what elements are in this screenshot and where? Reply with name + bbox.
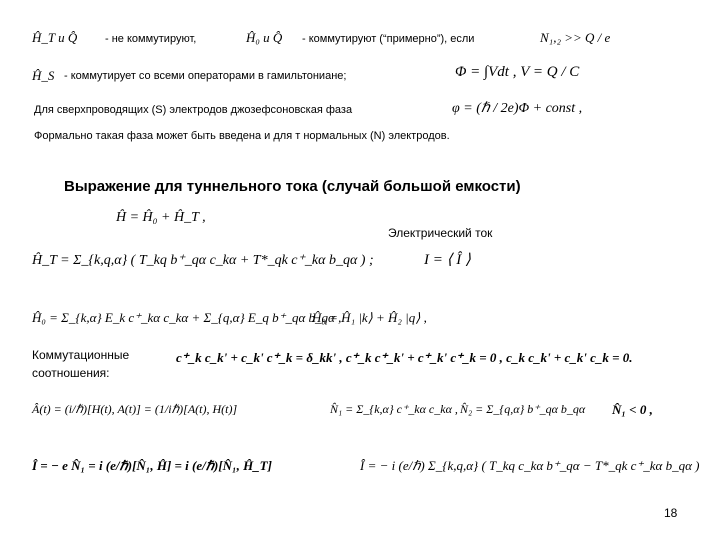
eq-i-final: Î = − i (e/ℏ) Σ_{k,q,α} ( T_kq c_kα b⁺_qα − T*_qk c⁺_kα b_qα ) [360, 458, 700, 473]
formula-hs: Ĥ_S [32, 68, 55, 83]
text-not-commute: - не коммутируют, [105, 33, 197, 45]
formula-n12: N₁,₂ >> Q / e [540, 30, 611, 45]
text-josephson-phase: Для сверхпроводящих (S) электродов джозефсоновская фаза [34, 104, 353, 116]
label-commutation-1: Коммутационные [32, 348, 130, 362]
formula-phase: φ = (ℏ / 2e)Φ + const , [452, 101, 583, 116]
eq-h0: Ĥ₀ = Σ_{k,α} E_k c⁺_kα c_kα + Σ_{q,α} E_q b⁺_qα b_qα , [32, 310, 342, 325]
page-number: 18 [664, 506, 678, 520]
eq-commutation: c⁺_k c_k' + c_k' c⁺_k = δ_kk' , c⁺_k c⁺_k' + c⁺_k' c⁺_k = 0 , c_k c_k' + c_k' c_k = 0. [176, 350, 633, 365]
text-commute-approx: - коммутируют (“примерно”), если [302, 33, 475, 45]
eq-h-total: Ĥ = Ĥ₀ + Ĥ_T , [116, 210, 206, 225]
eq-a-dot: Â(t) = (i/ℏ)[H(t), A(t)] = (1/iℏ)[A(t), H(t)] [32, 402, 238, 416]
eq-h0b: Ĥ₀ = Ĥ₁ |k⟩ + Ĥ₂ |q⟩ , [312, 310, 427, 325]
formula-h0-q: Ĥ₀ и Q̂ [246, 30, 283, 45]
formula-ht-q: Ĥ_T и Q̂ [32, 30, 78, 45]
eq-n2: N̂₂ = Σ_{q,α} b⁺_qα b_qα [460, 402, 586, 416]
eq-i-operator: Î = − e N̂₁ = i (e/ℏ)[N̂₁, Ĥ] = i (e/ℏ)[N̂₁, Ĥ_T] [32, 458, 272, 473]
formula-phi-v: Φ = ∫Vdt , V = Q / C [455, 64, 580, 80]
label-electric-current: Электрический ток [388, 226, 493, 240]
eq-n1-dot: N̂₁ < 0 , [612, 402, 653, 417]
label-commutation-2: соотношения: [32, 366, 110, 380]
eq-n1: N̂₁ = Σ_{k,α} c⁺_kα c_kα , [330, 402, 458, 416]
eq-h-t: Ĥ_T = Σ_{k,q,α} ( T_kq b⁺_qα c_kα + T*_qk c⁺_kα b_qα ) ; [32, 253, 374, 268]
eq-current: I = ⟨ Î ⟩ [424, 252, 471, 268]
text-normal-electrodes: Формально такая фаза может быть введена и для т нормальных (N) электродов. [34, 130, 450, 142]
section-title: Выражение для туннельного тока (случай большой емкости) [64, 178, 521, 195]
text-hs-commute: - коммутирует со всеми операторами в гамильтониане; [64, 70, 347, 82]
